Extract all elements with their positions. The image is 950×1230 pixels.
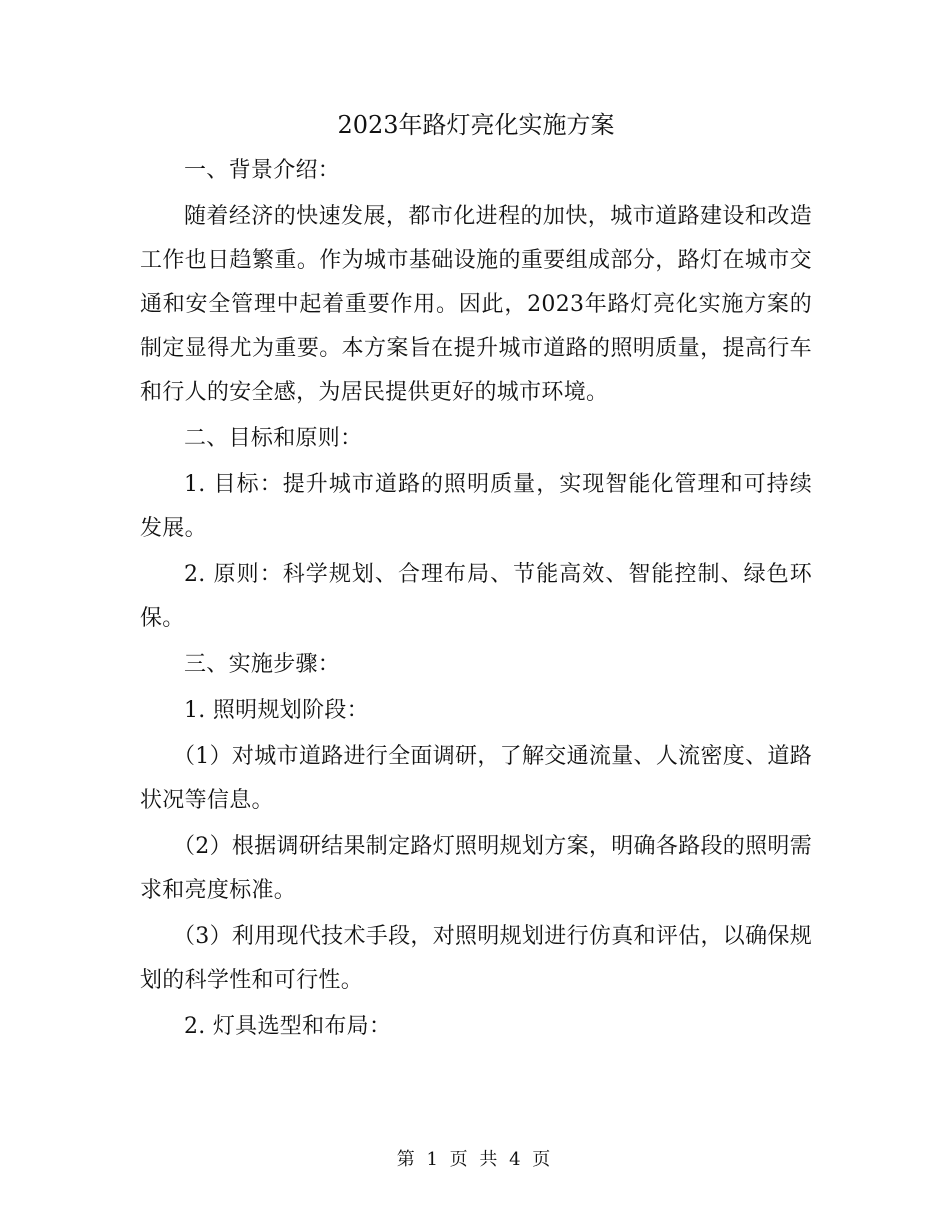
goal-item: 1. 目标：提升城市道路的照明质量，实现智能化管理和可持续发展。	[140, 472, 812, 541]
section-heading-steps: 三、实施步骤：	[184, 652, 341, 677]
section-heading-background: 一、背景介绍：	[184, 158, 341, 183]
step-item-simulation: （3）利用现代技术手段，对照明规划进行仿真和评估，以确保规划的科学性和可行性。	[140, 924, 812, 993]
background-paragraph: 随着经济的快速发展，都市化进程的加快，城市道路建设和改造工作也日趋繁重。作为城市基础设施的重要组成部分，路灯在城市交通和安全管理中起着重要作用。因此，2023年路灯亮化实施方案的制定显得尤为重要。本方案旨在提升城市道路的照明质量，提高行车和行人的安全感，为居民提供更好的城市环境。	[140, 204, 812, 405]
page-number-footer: 第 1 页 共 4 页	[396, 1149, 554, 1170]
step-heading-lighting-planning: 1. 照明规划阶段：	[184, 698, 369, 723]
step-item-survey: （1）对城市道路进行全面调研，了解交通流量、人流密度、道路状况等信息。	[140, 744, 812, 813]
step-item-plan: （2）根据调研结果制定路灯照明规划方案，明确各路段的照明需求和亮度标准。	[140, 834, 812, 903]
principle-item: 2. 原则：科学规划、合理布局、节能高效、智能控制、绿色环保。	[140, 562, 812, 631]
document-title: 2023年路灯亮化实施方案	[337, 111, 615, 139]
step-heading-fixture-layout: 2. 灯具选型和布局：	[184, 1014, 392, 1039]
document-body	[140, 103, 812, 1051]
section-heading-goals: 二、目标和原则：	[184, 426, 363, 451]
